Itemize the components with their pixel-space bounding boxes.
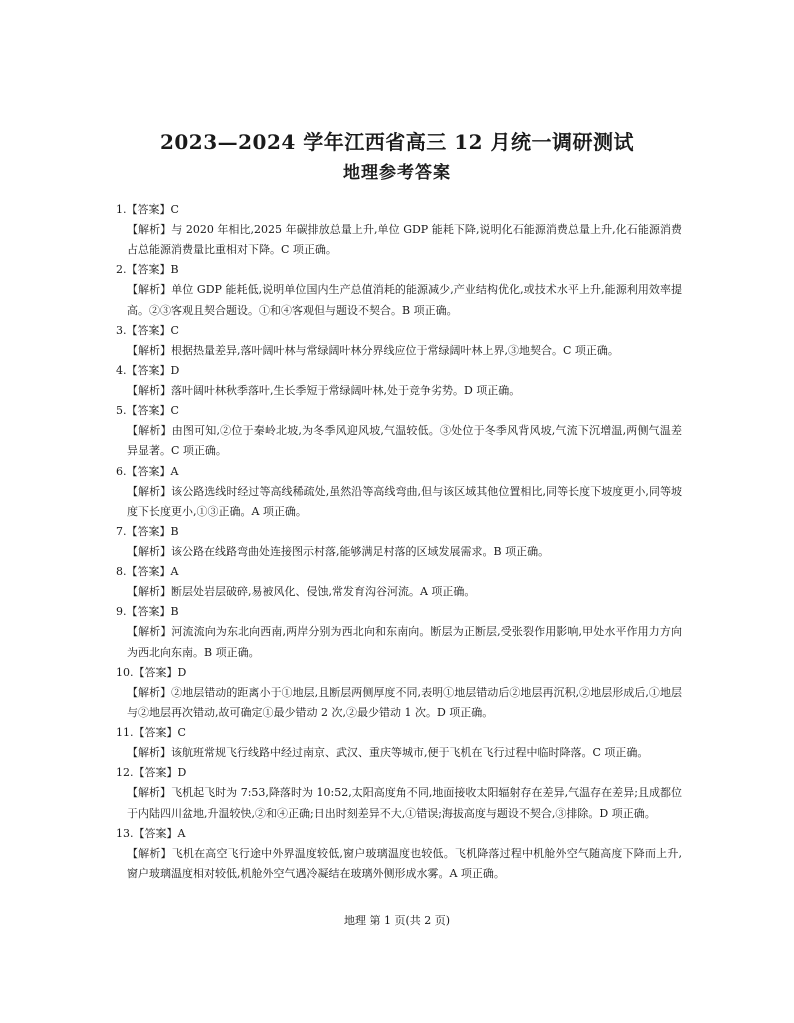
- explanation-text: 【解析】根据热量差异,落叶阔叶林与常绿阔叶林分界线应位于常绿阔叶林上界,③地契合。C 项正确。: [127, 343, 619, 357]
- question-number: 13.: [116, 826, 134, 840]
- answer-line: [116, 522, 682, 542]
- answer-item: [116, 663, 682, 723]
- answer-item: [116, 462, 682, 522]
- page-footer: 地理 第 1 页(共 2 页): [343, 914, 451, 927]
- answer-key: 【答案】B: [126, 263, 179, 277]
- explanation-text: 【解析】该公路在线路弯曲处连接图示村落,能够满足村落的区域发展需求。B 项正确。: [127, 545, 550, 559]
- answer-key: 【答案】B: [126, 605, 179, 619]
- answer-line: [116, 824, 682, 844]
- explanation-text: 【解析】②地层错动的距离小于①地层,且断层两侧厚度不同,表明①地层错动后②地层再沉积,②地层形成后,①地层与②地层再次错动,故可确定①最少错动 2 次,②最少错动 1 次。D 项正确。: [127, 685, 682, 720]
- answer-item: [116, 321, 682, 361]
- answer-key: 【答案】C: [126, 404, 179, 418]
- answer-line: [116, 401, 682, 421]
- answer-line: [116, 723, 682, 743]
- answer-line: [116, 462, 682, 482]
- answer-line: [116, 602, 682, 622]
- question-number: 4.: [116, 364, 127, 378]
- question-number: 8.: [116, 565, 127, 579]
- answer-key: 【答案】B: [126, 525, 179, 539]
- answer-item: [116, 260, 682, 320]
- answer-item: [116, 200, 682, 260]
- answer-key: 【答案】A: [133, 826, 186, 840]
- answer-key: 【答案】C: [126, 323, 179, 337]
- page-subtitle: 地理参考答案: [343, 163, 451, 183]
- answer-item: [116, 824, 682, 884]
- explanation-text: 【解析】飞机起飞时为 7:53,降落时为 10:52,太阳高度角不同,地面接收太阳辐射存在差异,气温存在差异;且成都位于内陆四川盆地,升温较快,②和④正确;日出时刻差异不大,①错误;海拔高度与题设不契合,③排除。D 项正确。: [127, 786, 682, 820]
- answer-item: [116, 723, 682, 763]
- question-number: 1.: [116, 203, 127, 216]
- answer-item: [116, 763, 682, 823]
- question-number: 5.: [116, 404, 127, 418]
- answer-item: [116, 562, 682, 602]
- answer-line: [116, 260, 682, 280]
- question-number: 10.: [116, 665, 134, 679]
- question-number: 12.: [116, 766, 134, 780]
- explanation-text: 【解析】落叶阔叶林秋季落叶,生长季短于常绿阔叶林,处于竞争劣势。D 项正确。: [127, 384, 521, 398]
- question-number: 2.: [116, 263, 127, 277]
- explanation-text: 【解析】单位 GDP 能耗低,说明单位国内生产总值消耗的能源减少,产业结构优化,或技术水平上升,能源利用效率提高。②③客观且契合题设。①和④客观但与题设不契合。B 项正确。: [127, 283, 682, 317]
- page-title: 2023—2024 学年江西省高三 12 月统一调研测试: [159, 130, 635, 154]
- answer-key: 【答案】A: [126, 565, 179, 579]
- question-number: 3.: [116, 323, 127, 337]
- explanation-text: 【解析】由图可知,②位于秦岭北坡,为冬季风迎风坡,气温较低。③处位于冬季风背风坡,气流下沉增温,两侧气温差异显著。C 项正确。: [127, 424, 682, 458]
- explanation-text: 【解析】与 2020 年相比,2025 年碳排放总量上升,单位 GDP 能耗下降,说明化石能源消费总量上升,化石能源消费占总能源消费量比重相对下降。C 项正确。: [127, 223, 682, 257]
- answer-item: [116, 401, 682, 461]
- explanation-text: 【解析】飞机在高空飞行途中外界温度较低,窗户玻璃温度也较低。飞机降落过程中机舱外空气随高度下降而上升,窗户玻璃温度相对较低,机舱外空气遇冷凝结在玻璃外侧形成水雾。A 项正确。: [127, 846, 682, 881]
- answer-key: 【答案】C: [126, 203, 179, 216]
- answer-key: 【答案】A: [126, 464, 179, 478]
- answer-list: [116, 200, 682, 884]
- answer-item: [116, 522, 682, 562]
- answer-line: [116, 763, 682, 783]
- explanation-text: 【解析】该航班常规飞行线路中经过南京、武汉、重庆等城市,便于飞机在飞行过程中临时降落。C 项正确。: [127, 746, 649, 760]
- answer-key: 【答案】D: [133, 766, 187, 780]
- explanation-text: 【解析】该公路选线时经过等高线稀疏处,虽然沿等高线弯曲,但与该区域其他位置相比,同等长度下坡度更小,同等坡度下长度更小,①③正确。A 项正确。: [127, 484, 682, 518]
- answer-line: [116, 663, 682, 683]
- answer-item: [116, 602, 682, 662]
- answer-item: [116, 361, 682, 401]
- question-number: 11.: [116, 726, 134, 740]
- answer-key: 【答案】C: [133, 726, 186, 740]
- explanation-text: 【解析】断层处岩层破碎,易被风化、侵蚀,常发育沟谷河流。A 项正确。: [127, 585, 476, 599]
- answer-line: [116, 562, 682, 582]
- answer-key: 【答案】D: [126, 364, 180, 378]
- answer-line: [116, 321, 682, 341]
- answer-line: [116, 200, 682, 220]
- answer-key: 【答案】D: [133, 665, 187, 679]
- question-number: 6.: [116, 464, 127, 478]
- explanation-text: 【解析】河流流向为东北向西南,两岸分别为西北向和东南向。断层为正断层,受张裂作用影响,甲处水平作用力方向为西北向东南。B 项正确。: [127, 625, 682, 659]
- question-number: 9.: [116, 605, 127, 619]
- answer-line: [116, 361, 682, 381]
- question-number: 7.: [116, 525, 127, 539]
